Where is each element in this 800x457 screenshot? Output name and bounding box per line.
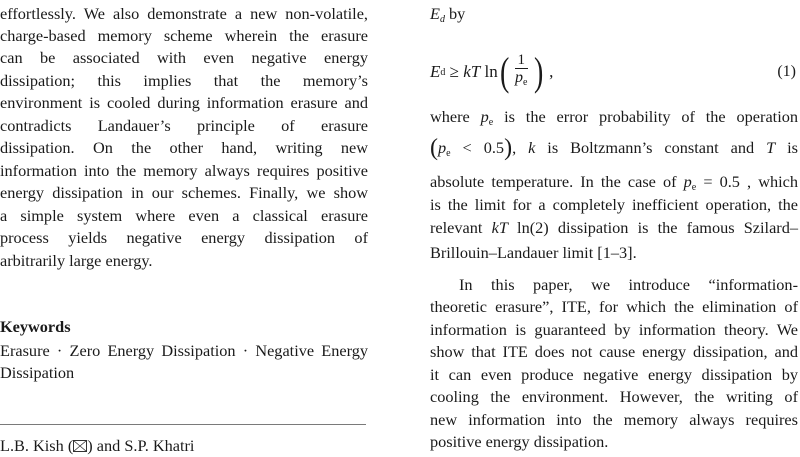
eq-kT: kT bbox=[463, 62, 481, 81]
text-span: < 0.5 bbox=[450, 138, 505, 157]
body-line: theoretic erasure”, ITE, for which the elimination of bbox=[430, 297, 798, 316]
eq-relation: ≥ bbox=[445, 62, 464, 81]
intro-suffix: by bbox=[444, 4, 466, 23]
body-line: new information into the memory always requires bbox=[430, 410, 798, 429]
eq-fraction bbox=[512, 52, 530, 92]
text-span: = 0.5 , which bbox=[696, 172, 798, 191]
kT-symbol: kT bbox=[491, 218, 508, 237]
footnote-divider bbox=[0, 424, 366, 425]
body-line: positive energy dissipation. bbox=[430, 432, 609, 451]
abstract-line: energy dissipation in our schemes. Finally, we show bbox=[0, 183, 368, 202]
pe-symbol: p bbox=[480, 107, 489, 126]
eq-right-paren: ) bbox=[533, 49, 543, 94]
abstract-line: dissipation; this implies that the memory’s bbox=[0, 71, 368, 90]
left-paren: ( bbox=[430, 135, 438, 161]
body-line: is the limit for a completely inefficient operation, the bbox=[430, 195, 798, 214]
text-span: is the error probability of the operation bbox=[493, 107, 799, 126]
eq-denominator bbox=[512, 69, 530, 92]
eq-denominator-symbol: p bbox=[515, 69, 524, 86]
body-line: cooling the environment. However, the writing of bbox=[430, 387, 798, 406]
T-symbol: T bbox=[766, 138, 776, 157]
text-span: , bbox=[512, 138, 529, 157]
energy-subscript: d bbox=[439, 14, 445, 25]
pe-subscript: e bbox=[488, 117, 494, 128]
text-span: is Boltzmann’s constant and bbox=[535, 138, 767, 157]
eq-trailing: , bbox=[544, 62, 554, 81]
author-text-before: L.B. Kish ( bbox=[0, 436, 74, 455]
body-line bbox=[430, 107, 798, 127]
text-span: ln(2) dissipation is the famous Szilard– bbox=[507, 218, 798, 237]
keywords-line: Dissipation bbox=[0, 363, 75, 382]
abstract-line: charge-based memory scheme wherein the erasure bbox=[0, 26, 368, 45]
k-symbol: k bbox=[528, 138, 536, 157]
body-line: information is guaranteed by information theory. We bbox=[430, 320, 798, 339]
body-line: it can even produce negative energy dissipation by bbox=[430, 365, 798, 384]
energy-symbol: E bbox=[430, 4, 440, 23]
abstract-line: environment is cooled during information erasure and bbox=[0, 93, 368, 112]
body-line: show that ITE does not cause energy dissipation, and bbox=[430, 342, 798, 361]
text-span: absolute temperature. In the case of bbox=[430, 172, 684, 191]
right-paren: ) bbox=[504, 135, 513, 161]
abstract-line: dissipation. On the other hand, writing new bbox=[0, 138, 368, 157]
eq-ln: ln bbox=[480, 62, 498, 81]
equation-intro bbox=[430, 4, 798, 24]
body-line bbox=[430, 172, 798, 192]
body-line bbox=[430, 218, 798, 238]
text-span: where bbox=[430, 107, 481, 126]
equation-1 bbox=[430, 46, 798, 96]
keywords-line: Erasure · Zero Energy Dissipation · Negative Energy bbox=[0, 341, 368, 360]
eq-numerator: 1 bbox=[515, 52, 529, 69]
body-line: In this paper, we introduce “information- bbox=[459, 275, 798, 294]
body-line: Brillouin–Landauer limit [1–3]. bbox=[430, 243, 637, 262]
equation-body bbox=[430, 49, 554, 94]
abstract-line: process yields negative energy dissipation of bbox=[0, 228, 368, 247]
eq-left-paren: ( bbox=[499, 49, 510, 94]
text-span: is bbox=[775, 138, 798, 157]
abstract-line: can be associated with even negative energy bbox=[0, 48, 368, 67]
eq-lhs-subscript: d bbox=[440, 66, 446, 78]
abstract-line: arbitrarily large energy. bbox=[0, 251, 153, 270]
pe-symbol: p bbox=[683, 172, 692, 191]
envelope-icon[interactable] bbox=[73, 437, 87, 449]
eq-lhs-symbol: E bbox=[430, 62, 441, 81]
abstract-line: information into the memory always requires positive bbox=[0, 161, 368, 180]
abstract-line: effortlessly. We also demonstrate a new non-volatile, bbox=[0, 4, 368, 23]
pe-symbol: p bbox=[438, 138, 447, 157]
keywords-heading: Keywords bbox=[0, 317, 71, 336]
abstract-line: contradicts Landauer’s principle of erasure bbox=[0, 116, 368, 135]
equation-number: (1) bbox=[777, 63, 796, 80]
pe-subscript: e bbox=[691, 182, 697, 193]
eq-denominator-subscript: e bbox=[523, 77, 528, 88]
abstract-line: a simple system where even a classical erasure bbox=[0, 206, 368, 225]
body-line bbox=[430, 135, 798, 161]
pe-subscript: e bbox=[446, 148, 451, 159]
author-line bbox=[0, 436, 368, 456]
author-text-after: ) and S.P. Khatri bbox=[87, 436, 195, 455]
text-span: relevant bbox=[430, 218, 492, 237]
